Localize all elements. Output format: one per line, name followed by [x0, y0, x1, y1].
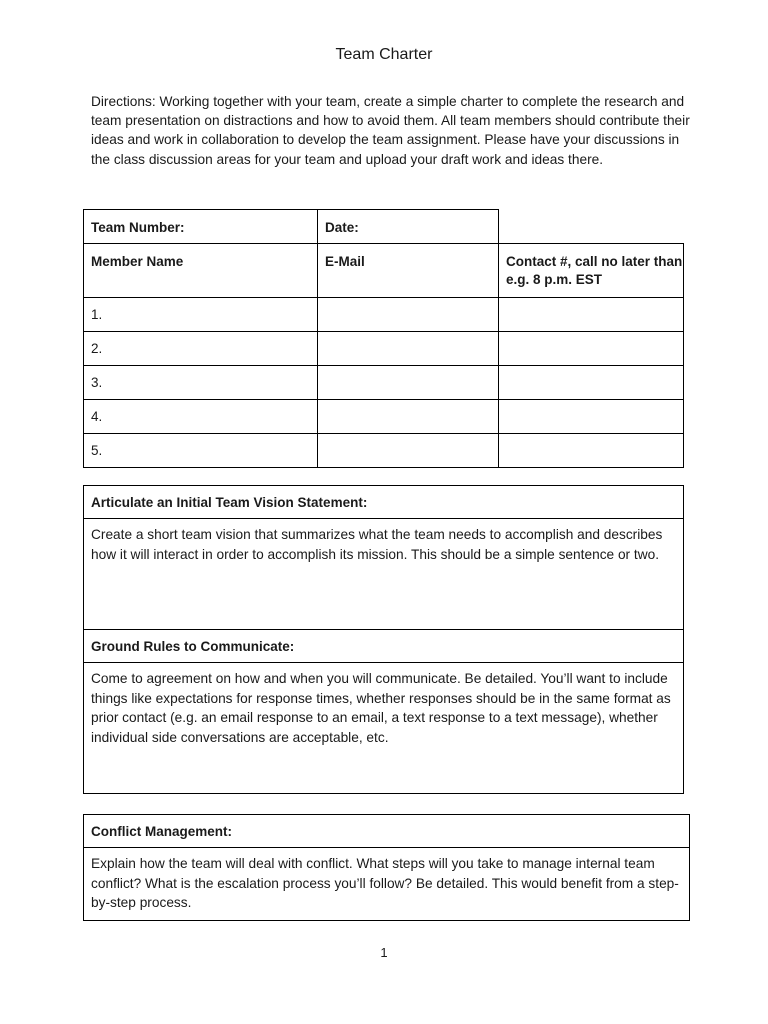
email-cell[interactable] [318, 400, 499, 434]
email-header: E-Mail [318, 244, 499, 298]
email-cell[interactable] [318, 298, 499, 332]
page-number: 1 [380, 945, 388, 960]
member-row-number[interactable]: 1. [84, 298, 318, 332]
date-label: Date: [318, 210, 499, 244]
contact-cell[interactable] [499, 366, 684, 400]
member-row-number[interactable]: 4. [84, 400, 318, 434]
email-cell[interactable] [318, 332, 499, 366]
table-row [84, 400, 684, 434]
email-cell[interactable] [318, 434, 499, 468]
team-member-table [83, 209, 684, 468]
table-row [84, 366, 684, 400]
contact-cell[interactable] [499, 434, 684, 468]
empty-cell [499, 210, 684, 244]
table-row [84, 332, 684, 366]
table-row [84, 210, 684, 244]
conflict-heading: Conflict Management: [84, 815, 689, 848]
contact-header: Contact #, call no later than e.g. 8 p.m. EST [499, 244, 684, 298]
vision-text[interactable]: Create a short team vision that summarizes what the team needs to accomplish and describes how it will interact in order to accomplish its mission. This should be a simple sentence or two. [84, 519, 683, 630]
contact-cell[interactable] [499, 298, 684, 332]
table-row [84, 298, 684, 332]
member-row-number[interactable]: 5. [84, 434, 318, 468]
page-title: Team Charter [335, 46, 433, 63]
member-row-number[interactable]: 2. [84, 332, 318, 366]
conflict-text[interactable]: Explain how the team will deal with conflict. What steps will you take to manage internal team conflict? What is the escalation process you’ll follow? Be detailed. This would benefit from a step-by-step process. [91, 856, 679, 910]
vision-and-ground-rules-box [83, 485, 684, 794]
contact-cell[interactable] [499, 400, 684, 434]
table-header-row [84, 244, 684, 298]
directions-text: Directions: Working together with your team, create a simple charter to complete the research and team presentation on distractions and how to avoid them. All team members should contribute their ideas and work in collaboration to develop the team assignment. Please have your discussions in the class discussion areas for your team and upload your draft work and ideas there. [91, 94, 690, 167]
conflict-management-box [83, 814, 690, 921]
table-row [84, 434, 684, 468]
email-cell[interactable] [318, 366, 499, 400]
team-number-label: Team Number: [84, 210, 318, 244]
vision-heading: Articulate an Initial Team Vision Statement: [84, 486, 683, 519]
contact-cell[interactable] [499, 332, 684, 366]
member-name-header: Member Name [84, 244, 318, 298]
member-row-number[interactable]: 3. [84, 366, 318, 400]
ground-rules-text[interactable]: Come to agreement on how and when you will communicate. Be detailed. You’ll want to include things like expectations for response times, whether responses should be in the same format as prior contact (e.g. an email response to an email, a text response to a text message), whether individual side conversations are acceptable, etc. [91, 671, 671, 745]
ground-rules-heading: Ground Rules to Communicate: [84, 630, 683, 663]
